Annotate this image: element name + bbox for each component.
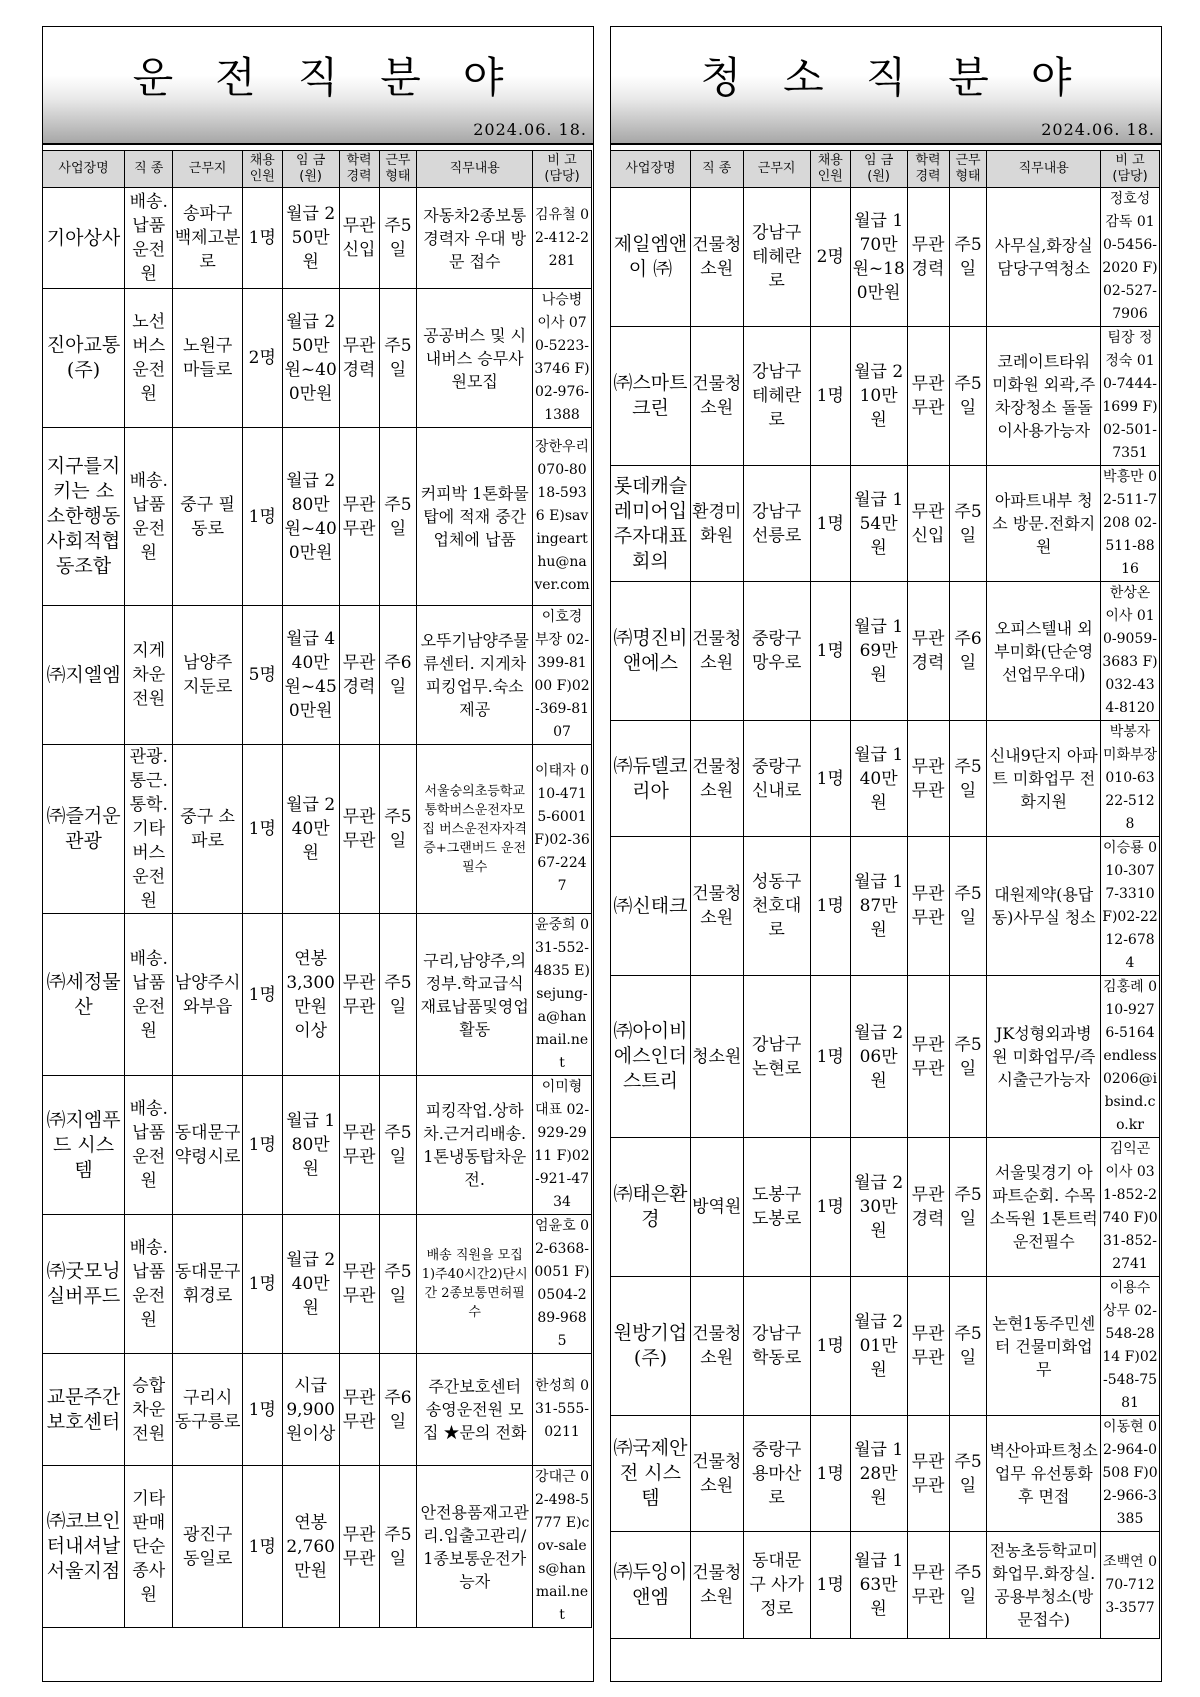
column-header-req: 학력 경력	[339, 151, 379, 188]
cell-wage: 월급 250만원	[282, 188, 339, 289]
cell-job: 배송.납품운전원	[125, 428, 173, 606]
cell-name: ㈜국제안전 시스템	[611, 1416, 691, 1532]
cell-name: ㈜태은환경	[611, 1138, 691, 1277]
cell-type: 주6일	[379, 1354, 417, 1466]
panel-driving	[42, 26, 594, 1682]
table-header-row	[611, 151, 1160, 188]
cell-name: ㈜코브인터내셔날서울지점	[43, 1466, 125, 1628]
cell-contact: 이미형 대표 02-929-2911 F)02-921-4734	[533, 1076, 592, 1215]
cell-duty: 커피박 1톤화물탑에 적재 중간업체에 납품	[417, 428, 533, 606]
cell-wage: 시급 9,900원이상	[282, 1354, 339, 1466]
cell-job: 청소원	[690, 976, 743, 1138]
cell-type: 주5일	[379, 1215, 417, 1354]
cell-count: 1명	[242, 1354, 282, 1466]
section-date: 2024.06. 18.	[1041, 120, 1155, 139]
cell-req: 무관 무관	[907, 327, 949, 466]
cell-duty: 서울및경기 아파트순회. 수목소독원 1톤트럭운전필수	[987, 1138, 1101, 1277]
cell-req: 무관 무관	[907, 1532, 949, 1639]
cell-contact: 김유철 02-412-2281	[533, 188, 592, 289]
cell-req: 무관 경력	[907, 582, 949, 721]
column-header-place: 근무지	[743, 151, 810, 188]
cell-duty: 논현1동주민센터 건물미화업무	[987, 1277, 1101, 1416]
cell-job: 건물청소원	[690, 327, 743, 466]
column-header-wage: 임 금 (원)	[282, 151, 339, 188]
cell-duty: 오피스텔내 외부미화(단순영선업무우대)	[987, 582, 1101, 721]
cell-contact: 이용수 상무 02-548-2814 F)02-548-7581	[1101, 1277, 1160, 1416]
cell-name: 기아상사	[43, 188, 125, 289]
cell-place: 송파구 백제고분로	[173, 188, 242, 289]
table-row	[611, 188, 1160, 327]
cell-place: 강남구 테헤란로	[743, 327, 810, 466]
cell-contact: 이태자 010-4715-6001 F)02-3667-2247	[533, 745, 592, 914]
cell-wage: 월급 206만원	[850, 976, 907, 1138]
cell-duty: JK성형외과병원 미화업무/즉시출근가능자	[987, 976, 1101, 1138]
cell-duty: 공공버스 및 시내버스 승무사원모집	[417, 289, 533, 428]
cell-wage: 월급 170만원~180만원	[850, 188, 907, 327]
cell-contact: 김홍례 010-9276-5164 endless0206@ibsind.co.kr	[1101, 976, 1160, 1138]
cell-wage: 월급 169만원	[850, 582, 907, 721]
cell-place: 동대문구 약령시로	[173, 1076, 242, 1215]
cell-job: 노선버스운전원	[125, 289, 173, 428]
cell-contact: 이승룡 010-3077-3310 F)02-2212-6784	[1101, 837, 1160, 976]
cell-req: 무관 무관	[339, 914, 379, 1076]
cell-count: 2명	[242, 289, 282, 428]
cell-place: 강남구 테헤란로	[743, 188, 810, 327]
cell-job: 건물청소원	[690, 582, 743, 721]
cell-count: 1명	[810, 1138, 850, 1277]
cell-req: 무관 무관	[339, 428, 379, 606]
cell-count: 1명	[810, 582, 850, 721]
cell-count: 1명	[810, 837, 850, 976]
cell-req: 무관 무관	[339, 1466, 379, 1628]
cell-count: 1명	[810, 327, 850, 466]
table-row	[611, 1277, 1160, 1416]
job-table	[42, 150, 592, 1628]
cell-count: 1명	[242, 1076, 282, 1215]
column-header-type: 근무 형태	[379, 151, 417, 188]
cell-name: ㈜굿모닝 실버푸드	[43, 1215, 125, 1354]
cell-wage: 월급 201만원	[850, 1277, 907, 1416]
cell-name: 지구를지키는 소소한행동 사회적협동조합	[43, 428, 125, 606]
cell-duty: 서울숭의초등학교 통학버스운전자모집 버스운전자자격증+그랜버드 운전 필수	[417, 745, 533, 914]
cell-req: 무관 무관	[339, 1215, 379, 1354]
cell-name: 교문주간 보호센터	[43, 1354, 125, 1466]
cell-name: ㈜즐거운관광	[43, 745, 125, 914]
cell-name: ㈜지엘엠	[43, 606, 125, 745]
cell-count: 2명	[810, 188, 850, 327]
table-row	[43, 428, 592, 606]
cell-req: 무관 무관	[907, 837, 949, 976]
cell-job: 배송.납품운전원	[125, 1215, 173, 1354]
cell-wage: 월급 128만원	[850, 1416, 907, 1532]
column-header-name: 사업장명	[43, 151, 125, 188]
table-row	[43, 914, 592, 1076]
cell-job: 배송.납품운전원	[125, 1076, 173, 1215]
table-row	[611, 327, 1160, 466]
cell-count: 1명	[242, 914, 282, 1076]
cell-contact: 김익곤 이사 031-852-2740 F)031-852-2741	[1101, 1138, 1160, 1277]
cell-name: ㈜신태크	[611, 837, 691, 976]
table-row	[43, 1354, 592, 1466]
cell-place: 강남구 학동로	[743, 1277, 810, 1416]
cell-wage: 월급 440만원~450만원	[282, 606, 339, 745]
cell-place: 강남구 논현로	[743, 976, 810, 1138]
cell-contact: 이호경 부장 02-399-8100 F)02-369-8107	[533, 606, 592, 745]
cell-duty: 피킹작업.상하차.근거리배송.1톤냉동탑차운전.	[417, 1076, 533, 1215]
cell-type: 주5일	[949, 1532, 987, 1639]
cell-req: 무관 무관	[339, 745, 379, 914]
cell-name: ㈜지엠푸드 시스템	[43, 1076, 125, 1215]
cell-duty: 벽산아파트청소업무 유선통화 후 면접	[987, 1416, 1101, 1532]
table-row	[611, 721, 1160, 837]
cell-req: 무관 무관	[907, 721, 949, 837]
cell-contact: 나승병 이사 070-5223-3746 F)02-976-1388	[533, 289, 592, 428]
cell-contact: 팀장 정정숙 010-7444-1699 F)02-501-7351	[1101, 327, 1160, 466]
table-row	[611, 837, 1160, 976]
column-header-count: 채용 인원	[810, 151, 850, 188]
cell-req: 무관 경력	[907, 188, 949, 327]
column-header-req: 학력 경력	[907, 151, 949, 188]
cell-count: 1명	[242, 1215, 282, 1354]
cell-req: 무관 경력	[907, 1138, 949, 1277]
cell-type: 주5일	[949, 837, 987, 976]
section-date: 2024.06. 18.	[473, 120, 587, 139]
column-header-type: 근무 형태	[949, 151, 987, 188]
cell-place: 동대문구 휘경로	[173, 1215, 242, 1354]
column-header-wage: 임 금 (원)	[850, 151, 907, 188]
table-row	[43, 745, 592, 914]
cell-duty: 신내9단지 아파트 미화업무 전화지원	[987, 721, 1101, 837]
table-header-row	[43, 151, 592, 188]
cell-contact: 엄윤호 02-6368-0051 F)0504-289-9685	[533, 1215, 592, 1354]
cell-contact: 윤중희 031-552-4835 E)sejung-a@hanmail.net	[533, 914, 592, 1076]
cell-duty: 아파트내부 청소 방문.전화지원	[987, 466, 1101, 582]
cell-count: 1명	[810, 721, 850, 837]
column-header-contact: 비 고 (담당)	[1101, 151, 1160, 188]
cell-duty: 구리,남양주,의정부.학교급식재료납품및영업활동	[417, 914, 533, 1076]
panel-cleaning	[610, 26, 1162, 1682]
table-row	[43, 1215, 592, 1354]
cell-name: 진아교통(주)	[43, 289, 125, 428]
cell-duty: 전농초등학교미화업무.화장실.공용부청소(방문접수)	[987, 1532, 1101, 1639]
cell-wage: 월급 230만원	[850, 1138, 907, 1277]
cell-job: 방역원	[690, 1138, 743, 1277]
cell-type: 주5일	[379, 1076, 417, 1215]
cell-type: 주5일	[949, 721, 987, 837]
panel-header	[43, 27, 593, 145]
table-row	[611, 466, 1160, 582]
cell-name: 제일엠앤이 ㈜	[611, 188, 691, 327]
cell-count: 1명	[810, 976, 850, 1138]
cell-type: 주5일	[379, 914, 417, 1076]
cell-job: 승합차운전원	[125, 1354, 173, 1466]
section-title: 운전직분야	[132, 53, 546, 102]
cell-contact: 박봉자 미화부장 010-6322-5128	[1101, 721, 1160, 837]
cell-count: 1명	[242, 188, 282, 289]
cell-count: 1명	[242, 428, 282, 606]
column-header-place: 근무지	[173, 151, 242, 188]
cell-name: ㈜세정물산	[43, 914, 125, 1076]
cell-place: 강남구 선릉로	[743, 466, 810, 582]
cell-count: 1명	[810, 1416, 850, 1532]
job-table	[610, 150, 1160, 1639]
cell-place: 남양주시 와부읍	[173, 914, 242, 1076]
cell-job: 건물청소원	[690, 721, 743, 837]
cell-duty: 배송 직원을 모집 1)주40시간2)단시간 2종보통면허필수	[417, 1215, 533, 1354]
column-header-duty: 직무내용	[417, 151, 533, 188]
panel-header	[611, 27, 1161, 145]
cell-name: ㈜듀델코리아	[611, 721, 691, 837]
cell-count: 1명	[810, 1277, 850, 1416]
cell-req: 무관 신입	[907, 466, 949, 582]
cell-job: 건물청소원	[690, 188, 743, 327]
cell-count: 1명	[242, 745, 282, 914]
cell-wage: 월급 187만원	[850, 837, 907, 976]
table-row	[611, 1532, 1160, 1639]
cell-job: 건물청소원	[690, 1532, 743, 1639]
cell-contact: 장한우리 070-8018-5936 E)savingearthu@naver.com	[533, 428, 592, 606]
cell-name: 원방기업(주)	[611, 1277, 691, 1416]
column-header-contact: 비 고 (담당)	[533, 151, 592, 188]
cell-contact: 한성희 031-555-0211	[533, 1354, 592, 1466]
cell-name: ㈜명진비앤에스	[611, 582, 691, 721]
cell-job: 배송.납품운전원	[125, 914, 173, 1076]
cell-req: 무관 무관	[907, 1277, 949, 1416]
cell-place: 중구 필동로	[173, 428, 242, 606]
table-row	[611, 976, 1160, 1138]
cell-count: 1명	[242, 1466, 282, 1628]
cell-type: 주5일	[949, 976, 987, 1138]
cell-type: 주5일	[949, 1138, 987, 1277]
cell-req: 무관 경력	[339, 606, 379, 745]
column-header-count: 채용 인원	[242, 151, 282, 188]
cell-req: 무관 경력	[339, 289, 379, 428]
cell-type: 주5일	[949, 1277, 987, 1416]
cell-name: ㈜아이비에스인더스트리	[611, 976, 691, 1138]
cell-place: 중랑구 용마산로	[743, 1416, 810, 1532]
cell-wage: 연봉 2,760만원	[282, 1466, 339, 1628]
section-title: 청소직분야	[700, 53, 1114, 102]
cell-type: 주5일	[949, 188, 987, 327]
column-header-job: 직 종	[690, 151, 743, 188]
cell-duty: 대원제약(용답동)사무실 청소	[987, 837, 1101, 976]
cell-contact: 강대근 02-498-5777 E)cov-sales@hanmail.net	[533, 1466, 592, 1628]
cell-job: 기타판매 단순종사원	[125, 1466, 173, 1628]
cell-place: 구리시 동구릉로	[173, 1354, 242, 1466]
cell-type: 주5일	[949, 327, 987, 466]
cell-place: 중랑구 신내로	[743, 721, 810, 837]
cell-wage: 월급 240만원	[282, 1215, 339, 1354]
cell-wage: 월급 280만원~400만원	[282, 428, 339, 606]
cell-contact: 이동현 02-964-0508 F)02-966-3385	[1101, 1416, 1160, 1532]
table-row	[611, 582, 1160, 721]
cell-place: 성동구 천호대로	[743, 837, 810, 976]
cell-duty: 주간보호센터 송영운전원 모집 ★문의 전화	[417, 1354, 533, 1466]
cell-place: 남양주 지둔로	[173, 606, 242, 745]
table-row	[611, 1416, 1160, 1532]
cell-contact: 조백연 070-7123-3577	[1101, 1532, 1160, 1639]
cell-job: 배송.납품운전원	[125, 188, 173, 289]
cell-place: 동대문구 사가정로	[743, 1532, 810, 1639]
cell-wage: 월급 140만원	[850, 721, 907, 837]
cell-type: 주5일	[379, 745, 417, 914]
cell-duty: 자동차2종보통 경력자 우대 방문 접수	[417, 188, 533, 289]
cell-type: 주5일	[379, 1466, 417, 1628]
cell-job: 건물청소원	[690, 1277, 743, 1416]
cell-place: 도봉구 도봉로	[743, 1138, 810, 1277]
cell-job: 환경미화원	[690, 466, 743, 582]
cell-count: 1명	[810, 466, 850, 582]
cell-req: 무관 무관	[907, 976, 949, 1138]
cell-count: 5명	[242, 606, 282, 745]
cell-contact: 한상온 이사 010-9059-3683 F)032-434-8120	[1101, 582, 1160, 721]
cell-type: 주6일	[949, 582, 987, 721]
cell-type: 주5일	[949, 1416, 987, 1532]
cell-wage: 월급 180만원	[282, 1076, 339, 1215]
cell-duty: 코레이트타워 미화원 외곽,주차장청소 돌돌이사용가능자	[987, 327, 1101, 466]
cell-wage: 월급 163만원	[850, 1532, 907, 1639]
cell-job: 건물청소원	[690, 1416, 743, 1532]
cell-req: 무관 무관	[339, 1076, 379, 1215]
cell-contact: 정호성 감독 010-5456-2020 F)02-527-7906	[1101, 188, 1160, 327]
cell-name: ㈜두잉이앤엠	[611, 1532, 691, 1639]
cell-duty: 사무실,화장실 담당구역청소	[987, 188, 1101, 327]
cell-type: 주5일	[949, 466, 987, 582]
table-row	[43, 1466, 592, 1628]
table-row	[611, 1138, 1160, 1277]
cell-req: 무관 무관	[907, 1416, 949, 1532]
cell-name: 롯데캐슬레미어입주자대표회의	[611, 466, 691, 582]
table-row	[43, 1076, 592, 1215]
cell-type: 주5일	[379, 289, 417, 428]
cell-req: 무관 신입	[339, 188, 379, 289]
cell-contact: 박흥만 02-511-7208 02-511-8816	[1101, 466, 1160, 582]
cell-duty: 안전용품재고관리.입출고관리/1종보통운전가능자	[417, 1466, 533, 1628]
cell-place: 중랑구 망우로	[743, 582, 810, 721]
cell-job: 지게차운전원	[125, 606, 173, 745]
cell-type: 주5일	[379, 428, 417, 606]
table-row	[43, 606, 592, 745]
cell-wage: 월급 210만원	[850, 327, 907, 466]
cell-place: 광진구 동일로	[173, 1466, 242, 1628]
cell-place: 노원구 마들로	[173, 289, 242, 428]
cell-job: 관광.통근.통학.기타버스운전원	[125, 745, 173, 914]
cell-place: 중구 소파로	[173, 745, 242, 914]
table-row	[43, 289, 592, 428]
cell-wage: 월급 154만원	[850, 466, 907, 582]
column-header-job: 직 종	[125, 151, 173, 188]
cell-req: 무관 무관	[339, 1354, 379, 1466]
cell-wage: 월급 240만원	[282, 745, 339, 914]
cell-job: 건물청소원	[690, 837, 743, 976]
table-row	[43, 188, 592, 289]
cell-count: 1명	[810, 1532, 850, 1639]
cell-name: ㈜스마트크린	[611, 327, 691, 466]
cell-type: 주6일	[379, 606, 417, 745]
cell-wage: 연봉 3,300만원 이상	[282, 914, 339, 1076]
cell-wage: 월급 250만원~400만원	[282, 289, 339, 428]
column-header-duty: 직무내용	[987, 151, 1101, 188]
cell-type: 주5일	[379, 188, 417, 289]
column-header-name: 사업장명	[611, 151, 691, 188]
cell-duty: 오뚜기남양주물류센터. 지게차피킹업무.숙소제공	[417, 606, 533, 745]
